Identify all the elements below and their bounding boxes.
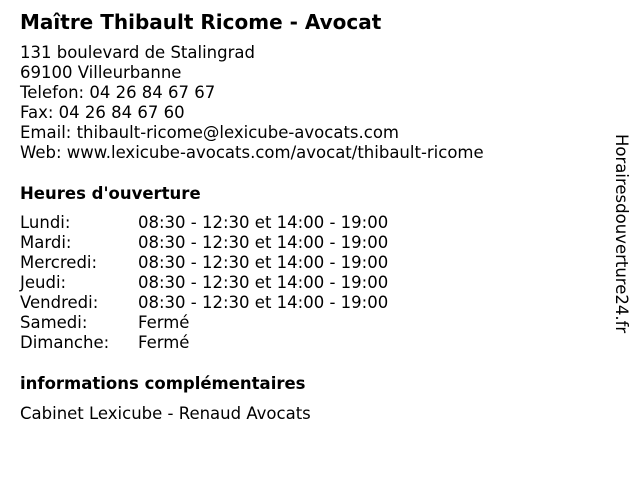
extra-info-text: Cabinet Lexicube - Renaud Avocats: [20, 404, 311, 423]
phone-number: Telefon: 04 26 84 67 67: [20, 83, 216, 102]
site-watermark: Horairesdouverture24.fr: [612, 134, 631, 334]
page-title: Maître Thibault Ricome - Avocat: [20, 10, 382, 34]
fax-number: Fax: 04 26 84 67 60: [20, 103, 185, 122]
hours-heading: Heures d'ouverture: [20, 184, 201, 203]
email-address: Email: thibault-ricome@lexicube-avocats.com: [20, 123, 400, 142]
extra-info-heading: informations complémentaires: [20, 374, 306, 393]
address-block: [20, 43, 484, 163]
day-label: Dimanche:: [20, 333, 110, 352]
day-label: Vendredi:: [20, 293, 99, 312]
day-label: Jeudi:: [20, 273, 67, 292]
street-address: 131 boulevard de Stalingrad: [20, 43, 255, 62]
hours-row: [20, 333, 388, 353]
city-address: 69100 Villeurbanne: [20, 63, 182, 82]
day-hours: 08:30 - 12:30 et 14:00 - 19:00: [138, 233, 389, 252]
day-hours: Fermé: [138, 333, 190, 352]
hours-row: [20, 313, 388, 333]
hours-row: [20, 233, 388, 253]
day-hours: Fermé: [138, 313, 190, 332]
hours-row: [20, 213, 388, 233]
hours-row: [20, 253, 388, 273]
day-label: Mardi:: [20, 233, 72, 252]
day-label: Samedi:: [20, 313, 88, 332]
day-hours: 08:30 - 12:30 et 14:00 - 19:00: [138, 273, 389, 292]
opening-hours-table: [20, 213, 388, 353]
day-label: Mercredi:: [20, 253, 98, 272]
day-hours: 08:30 - 12:30 et 14:00 - 19:00: [138, 293, 389, 312]
website-url: Web: www.lexicube-avocats.com/avocat/thibault-ricome: [20, 143, 484, 162]
day-label: Lundi:: [20, 213, 71, 232]
hours-row: [20, 293, 388, 313]
day-hours: 08:30 - 12:30 et 14:00 - 19:00: [138, 213, 389, 232]
hours-row: [20, 273, 388, 293]
day-hours: 08:30 - 12:30 et 14:00 - 19:00: [138, 253, 389, 272]
